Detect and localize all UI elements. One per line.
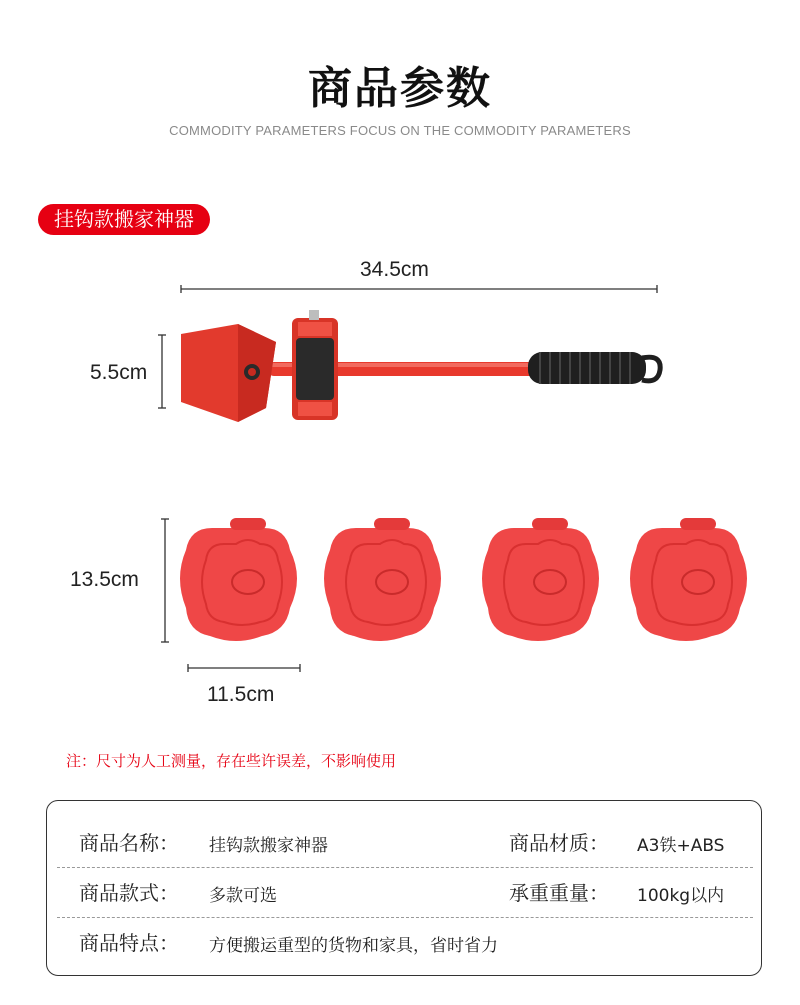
spec-feature-label: 商品特点： xyxy=(79,931,179,955)
spec-table xyxy=(46,800,762,976)
pad-4-image xyxy=(630,518,747,641)
spec-feature-value: 方便搬运重型的货物和家具，省时省力 xyxy=(209,936,498,956)
spec-load-label: 承重重量： xyxy=(509,881,609,905)
page-title: 商品参数 xyxy=(308,63,492,114)
lever-height-label: 5.5cm xyxy=(90,361,148,384)
pad-2-image xyxy=(324,518,441,641)
spec-style-label: 商品款式： xyxy=(79,881,179,905)
spec-name-value: 挂钩款搬家神器 xyxy=(209,836,328,856)
lever-bar-image xyxy=(181,310,660,422)
pad-1-image xyxy=(180,518,297,641)
pad-height-dimension-line xyxy=(161,519,169,642)
product-type-badge: 挂钩款搬家神器 xyxy=(38,204,210,235)
page-subtitle: COMMODITY PARAMETERS FOCUS ON THE COMMODITY PARAMETERS xyxy=(169,123,631,138)
spec-name-label: 商品名称： xyxy=(79,831,179,855)
pad-3-image xyxy=(482,518,599,641)
lever-height-dimension-line xyxy=(158,335,166,408)
pad-width-label: 11.5cm xyxy=(207,683,275,706)
spec-load-value: 100kg以内 xyxy=(637,886,725,906)
spec-material-value: A3铁+ABS xyxy=(637,836,725,856)
pad-height-label: 13.5cm xyxy=(70,568,139,591)
measurement-note: 注：尺寸为人工测量，存在些许误差，不影响使用 xyxy=(66,752,397,770)
spec-row-name-material xyxy=(57,817,753,868)
spec-material-label: 商品材质： xyxy=(509,831,609,855)
spec-style-value: 多款可选 xyxy=(209,886,277,906)
pad-width-dimension-line xyxy=(188,664,300,672)
spec-row-feature xyxy=(57,917,753,967)
spec-row-style-load xyxy=(57,867,753,918)
lever-length-label: 34.5cm xyxy=(360,258,429,281)
lever-length-dimension-line xyxy=(181,285,657,293)
